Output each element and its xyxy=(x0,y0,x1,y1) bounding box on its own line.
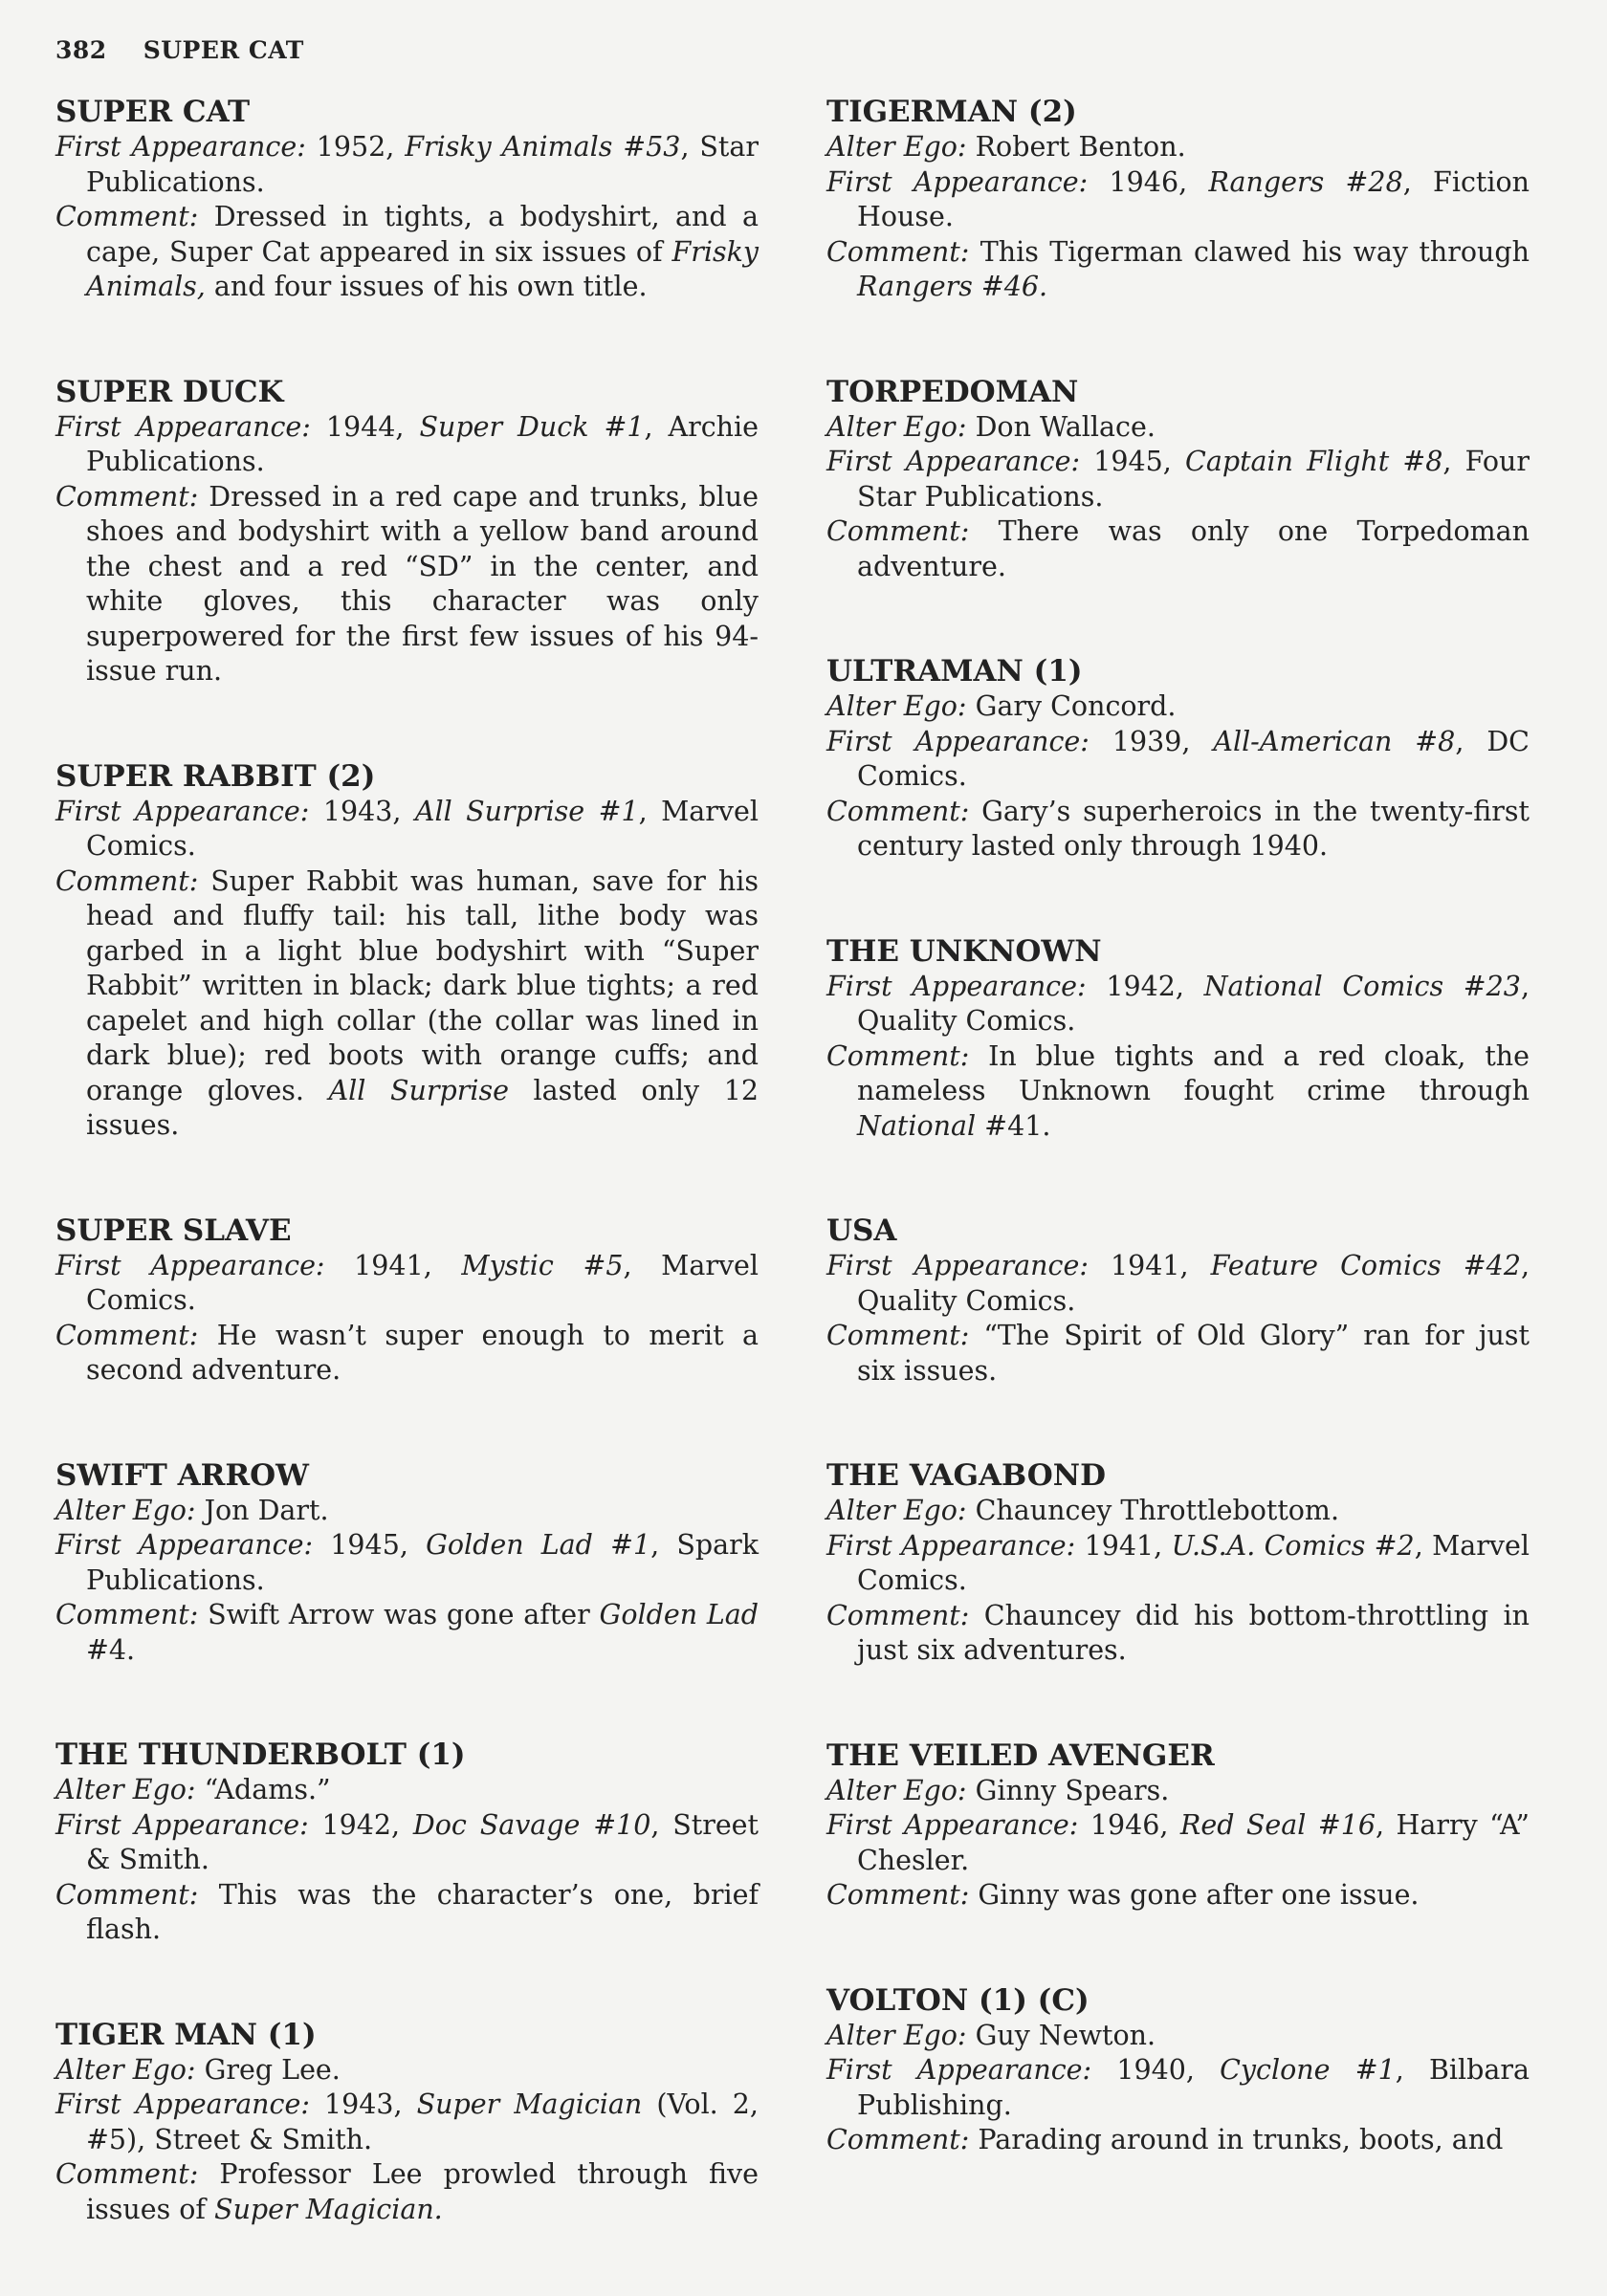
field-label: Alter Ego: xyxy=(826,410,967,443)
entry xyxy=(55,1737,759,1948)
italic-text: Super Magician xyxy=(416,2088,643,2120)
entry xyxy=(826,653,1530,864)
field-text: There was only one Torpedoman adventure. xyxy=(857,515,1530,582)
field-text: Gary Concord. xyxy=(975,690,1177,722)
field-label: Alter Ego: xyxy=(55,2053,196,2086)
entry xyxy=(55,2017,759,2228)
entry-field xyxy=(55,2157,759,2227)
entry-field xyxy=(55,1528,759,1598)
field-text: , Four Star Publications. xyxy=(857,446,1530,513)
field-label: Comment: xyxy=(826,2124,970,2155)
entry-field xyxy=(826,1039,1530,1145)
entry-field xyxy=(55,2088,759,2157)
entry-field xyxy=(826,1599,1530,1669)
italic-text: Frisky Animals, xyxy=(86,235,759,302)
field-text: Parading around in trunks, boots, and xyxy=(978,2124,1504,2155)
italic-text: Red Seal #16 xyxy=(1179,1809,1376,1841)
entry-field xyxy=(826,1808,1530,1878)
entry xyxy=(826,374,1530,585)
field-label: First Appearance: xyxy=(826,446,1081,477)
entry-field xyxy=(55,410,759,480)
entry-field xyxy=(826,2123,1530,2158)
entry-field xyxy=(55,864,759,1144)
entry-field xyxy=(826,410,1530,446)
italic-text: All-American #8 xyxy=(1213,725,1456,757)
entry xyxy=(55,1213,759,1389)
field-text: Ginny was gone after one issue. xyxy=(978,1879,1420,1911)
italic-text: Super Magician. xyxy=(214,2193,443,2225)
field-label: First Appearance: xyxy=(55,795,310,827)
field-text: 1941, xyxy=(354,1249,462,1281)
field-text: 1941, xyxy=(1111,1250,1211,1281)
field-label: First Appearance: xyxy=(826,2054,1092,2086)
entry xyxy=(55,758,759,1144)
field-label: Alter Ego: xyxy=(826,690,967,722)
italic-text: All Surprise #1 xyxy=(414,795,639,827)
field-text: Professor Lee prowled through five issues of xyxy=(86,2158,759,2225)
entry xyxy=(826,1982,1530,2158)
field-label: First Appearance: xyxy=(826,970,1087,1002)
field-text: Don Wallace. xyxy=(975,410,1156,443)
field-label: Alter Ego: xyxy=(826,2019,967,2051)
field-text: Robert Benton. xyxy=(975,131,1186,163)
field-text: (Vol. 2, #5), Street & Smith. xyxy=(86,2088,759,2155)
field-text: 1940, xyxy=(1116,2054,1221,2086)
field-text: , Star Publications. xyxy=(86,131,759,198)
field-label: Comment: xyxy=(826,795,970,827)
entry-name: SWIFT ARROW xyxy=(55,1457,309,1493)
field-text: He wasn’t super enough to merit a second adventure. xyxy=(86,1319,759,1386)
entry-field xyxy=(826,1878,1530,1913)
field-text: , Archie Publications. xyxy=(86,410,759,477)
field-text: This Tigerman clawed his way through xyxy=(980,235,1530,268)
field-text: #41. xyxy=(976,1109,1051,1142)
entry-field xyxy=(826,970,1530,1039)
entry xyxy=(826,94,1530,305)
field-label: First Appearance: xyxy=(55,410,311,443)
field-text: , Quality Comics. xyxy=(857,970,1530,1037)
field-text: , Spark Publications. xyxy=(86,1529,759,1596)
field-text: In blue tights and a red cloak, the nameless Unknown fought crime through xyxy=(857,1039,1530,1106)
entry xyxy=(55,374,759,689)
field-label: Comment: xyxy=(55,201,199,232)
field-label: Alter Ego: xyxy=(826,1495,967,1526)
field-label: First Appearance: xyxy=(55,1249,325,1281)
entry-field xyxy=(55,1494,759,1529)
entry-name: ULTRAMAN (1) xyxy=(826,654,1083,689)
field-label: Comment: xyxy=(55,480,199,513)
field-label: Comment: xyxy=(55,2158,199,2190)
field-text: , Marvel Comics. xyxy=(86,795,759,862)
field-label: Comment: xyxy=(826,235,970,268)
field-label: Comment: xyxy=(826,1599,970,1631)
field-label: First Appearance: xyxy=(55,2088,310,2120)
entry-field xyxy=(826,2053,1530,2123)
field-label: First Appearance: xyxy=(55,1529,314,1561)
entry-name: SUPER RABBIT (2) xyxy=(55,758,376,794)
page-number: 382 xyxy=(55,36,107,64)
field-label: Comment: xyxy=(55,1319,199,1351)
entry-field xyxy=(826,130,1530,165)
italic-text: U.S.A. Comics #2 xyxy=(1171,1529,1415,1562)
entry-field xyxy=(826,1529,1530,1599)
field-label: Alter Ego: xyxy=(826,1774,967,1806)
entry-field xyxy=(55,130,759,200)
field-text: lasted only 12 issues. xyxy=(86,1074,759,1141)
entry-field xyxy=(826,235,1530,305)
field-text: , DC Comics. xyxy=(857,725,1530,792)
italic-text: National xyxy=(857,1109,977,1142)
field-label: Alter Ego: xyxy=(55,1494,196,1526)
field-label: Alter Ego: xyxy=(826,131,967,163)
italic-text: Super Duck #1 xyxy=(419,410,645,443)
field-text: #4. xyxy=(86,1633,136,1666)
entry-field xyxy=(826,165,1530,235)
field-label: Comment: xyxy=(826,1039,970,1072)
italic-text: Doc Savage #10 xyxy=(412,1808,651,1841)
field-text: 1952, xyxy=(316,131,406,163)
running-title: SUPER CAT xyxy=(143,36,304,64)
field-label: Comment: xyxy=(826,1320,970,1351)
field-text: 1946, xyxy=(1109,165,1209,198)
entry-name: THE VAGABOND xyxy=(826,1458,1107,1493)
entry-name: SUPER CAT xyxy=(55,95,251,129)
entry xyxy=(826,933,1530,1145)
italic-text: Frisky Animals #53 xyxy=(405,131,681,163)
field-text: 1943, xyxy=(322,795,415,827)
entry xyxy=(55,94,759,305)
entry xyxy=(826,1457,1530,1669)
field-label: Comment: xyxy=(55,864,199,897)
field-text: , Marvel Comics. xyxy=(86,1249,759,1316)
field-text: , Street & Smith. xyxy=(86,1808,759,1875)
field-label: First Appearance: xyxy=(55,131,306,163)
entry-field xyxy=(826,1249,1530,1319)
field-text: Ginny Spears. xyxy=(975,1774,1170,1806)
entry-field xyxy=(55,200,759,305)
field-text: “The Spirit of Old Glory” ran for just six issues. xyxy=(857,1320,1530,1387)
entry-field xyxy=(826,1494,1530,1529)
italic-text: Rangers #46. xyxy=(857,271,1048,302)
italic-text: Mystic #5 xyxy=(461,1249,624,1281)
entry-field xyxy=(55,1808,759,1878)
entry-name: VOLTON (1) (C) xyxy=(826,1982,1090,2018)
entry-name: SUPER DUCK xyxy=(55,374,284,409)
field-text: 1944, xyxy=(325,410,420,443)
entry-name: SUPER SLAVE xyxy=(55,1213,292,1248)
entry-field xyxy=(826,795,1530,864)
field-text: 1942, xyxy=(321,1808,413,1841)
field-label: Comment: xyxy=(826,515,970,547)
field-text: , Harry “A” Chesler. xyxy=(857,1809,1530,1876)
field-text: and four issues of his own title. xyxy=(205,271,648,302)
field-label: Comment: xyxy=(826,1879,970,1911)
field-text: , Marvel Comics. xyxy=(857,1529,1530,1596)
field-label: Comment: xyxy=(55,1599,199,1630)
field-text: 1943, xyxy=(324,2088,417,2120)
field-label: First Appearance: xyxy=(826,1250,1089,1281)
field-text: 1941, xyxy=(1084,1529,1172,1562)
entry-name: TIGERMAN (2) xyxy=(826,95,1077,129)
italic-text: Golden Lad xyxy=(599,1599,759,1630)
italic-text: Golden Lad #1 xyxy=(426,1529,651,1561)
left-column xyxy=(55,94,759,2296)
entry-field xyxy=(55,1598,759,1668)
field-label: First Appearance: xyxy=(826,725,1090,757)
field-text: 1945, xyxy=(1093,446,1186,477)
field-label: First Appearance: xyxy=(826,165,1089,198)
entry-field xyxy=(55,2053,759,2088)
italic-text: Captain Flight #8 xyxy=(1185,446,1443,477)
entry-field xyxy=(55,795,759,864)
entry-field xyxy=(826,725,1530,795)
field-text: , Bilbara Publishing. xyxy=(857,2054,1530,2121)
italic-text: All Surprise xyxy=(328,1074,509,1106)
field-label: Alter Ego: xyxy=(55,1774,196,1805)
field-text: 1945, xyxy=(330,1529,427,1561)
entry-field xyxy=(826,689,1530,725)
field-text: 1939, xyxy=(1112,725,1214,757)
entry xyxy=(55,1457,759,1669)
field-label: First Appearance: xyxy=(826,1809,1079,1841)
field-text: Gary’s superheroics in the twenty-first century lasted only through 1940. xyxy=(857,795,1530,862)
field-text: , Fiction House. xyxy=(857,165,1530,232)
field-text: Chauncey did his bottom-throttling in just six adventures. xyxy=(857,1599,1530,1666)
field-text: This was the character’s one, brief flash. xyxy=(86,1878,759,1945)
field-text: Chauncey Throttlebottom. xyxy=(975,1495,1340,1526)
italic-text: National Comics #23 xyxy=(1203,970,1521,1002)
field-text: “Adams.” xyxy=(204,1774,331,1805)
field-label: Comment: xyxy=(55,1878,199,1911)
entry-name: TIGER MAN (1) xyxy=(55,2017,317,2052)
entry-field xyxy=(826,1319,1530,1389)
running-head xyxy=(55,36,304,64)
field-text: Guy Newton. xyxy=(975,2019,1156,2051)
entry-name: USA xyxy=(826,1214,897,1248)
field-text: 1946, xyxy=(1090,1809,1180,1841)
entry-name: THE THUNDERBOLT (1) xyxy=(55,1738,466,1772)
entry-name: THE VEILED AVENGER xyxy=(826,1738,1215,1773)
entry-field xyxy=(826,445,1530,514)
entry-field xyxy=(55,1773,759,1808)
field-text: Greg Lee. xyxy=(204,2053,341,2086)
entry-name: TORPEDOMAN xyxy=(826,374,1079,409)
field-label: First Appearance: xyxy=(55,1808,309,1841)
field-label: First Appearance: xyxy=(826,1529,1076,1562)
entry xyxy=(826,1738,1530,1913)
entry-field xyxy=(826,514,1530,584)
field-text: Super Rabbit was human, save for his head and fluffy tail: his tall, lithe body was garbed in a light blue bodyshirt with “Super Rabbit” written in black; dark blue tights; a red capelet and high collar (the collar was lined in dark blue); red boots with orange cuffs; and orange gloves. xyxy=(86,864,759,1106)
field-text: 1942, xyxy=(1106,970,1204,1002)
entry-field xyxy=(55,480,759,689)
italic-text: Cyclone #1 xyxy=(1220,2054,1396,2086)
field-text: Swift Arrow was gone after xyxy=(208,1599,600,1630)
field-text: Jon Dart. xyxy=(204,1494,329,1526)
field-text: Dressed in tights, a bodyshirt, and a cape, Super Cat appeared in six issues of xyxy=(86,201,759,268)
entry-field xyxy=(55,1319,759,1389)
italic-text: Rangers #28 xyxy=(1208,165,1403,198)
entry xyxy=(826,1213,1530,1389)
entry-name: THE UNKNOWN xyxy=(826,933,1102,969)
entry-field xyxy=(55,1878,759,1948)
entry-field xyxy=(826,1774,1530,1809)
field-text: , Quality Comics. xyxy=(857,1250,1530,1317)
entry-field xyxy=(826,2019,1530,2054)
entry-field xyxy=(55,1249,759,1319)
italic-text: Feature Comics #42 xyxy=(1210,1250,1521,1281)
right-column xyxy=(826,94,1530,2227)
field-text: Dressed in a red cape and trunks, blue shoes and bodyshirt with a yellow band around the chest and a red “SD” in the center, and white gloves, this character was only superpowered for the first few issues of his 94-issue run. xyxy=(86,480,759,687)
